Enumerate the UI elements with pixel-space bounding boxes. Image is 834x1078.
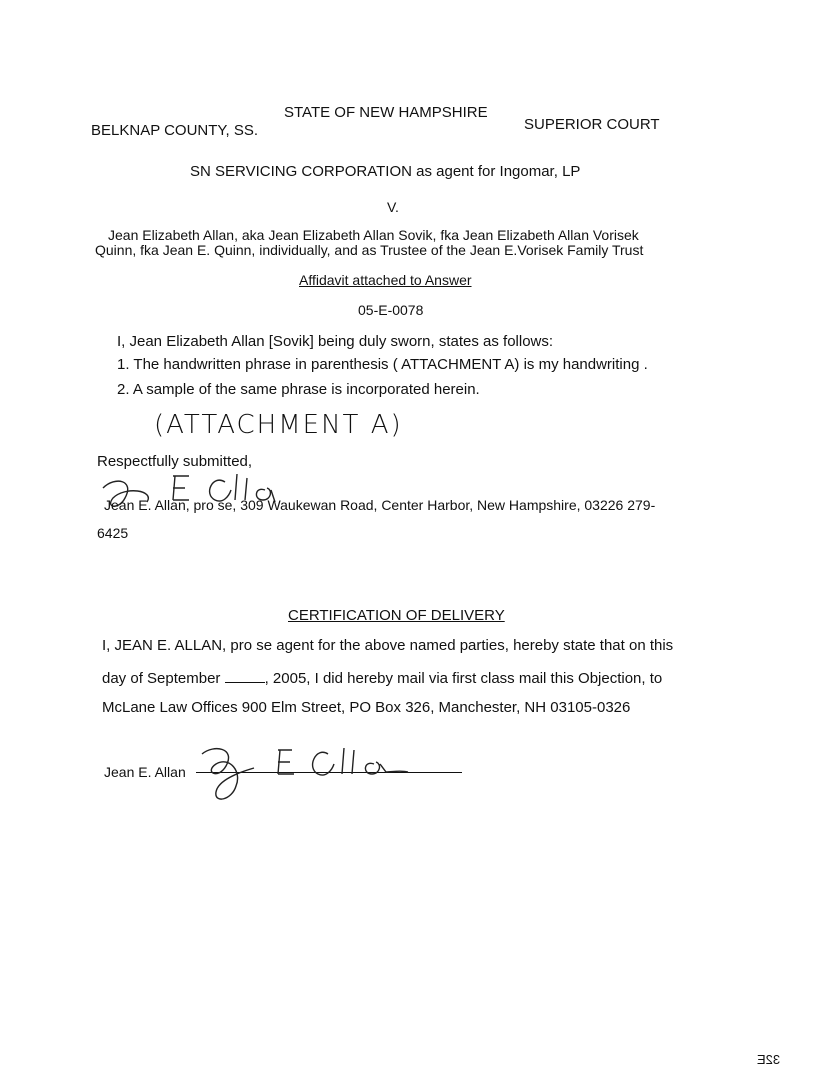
signer-address-line-cont: 6425 (97, 525, 129, 541)
document-title: Affidavit attached to Answer (299, 272, 472, 288)
state-heading: STATE OF NEW HAMPSHIRE (284, 104, 488, 121)
affidavit-intro: I, Jean Elizabeth Allan [Sovik] being duly sworn, states as follows: (117, 333, 554, 350)
versus-label: V. (387, 199, 399, 215)
county-heading: BELKNAP COUNTY, SS. (91, 122, 259, 139)
defendant-line-1: Jean Elizabeth Allan, aka Jean Elizabeth Allan Sovik, fka Jean Elizabeth Allan Vorisek (108, 227, 639, 243)
certification-line-3: McLane Law Offices 900 Elm Street, PO Box 326, Manchester, NH 03105-0326 (102, 699, 631, 716)
certification-line-2-a: day of September (102, 670, 221, 687)
handwritten-sample: (ATTACHMENT A) (154, 410, 403, 440)
certification-title: CERTIFICATION OF DELIVERY (288, 607, 505, 624)
court-heading: SUPERIOR COURT (524, 116, 660, 133)
signer-label: Jean E. Allan (104, 764, 186, 780)
certification-line-2-b: , 2005, I did hereby mail via first class mail this Objection, to (264, 670, 663, 687)
date-blank (225, 670, 265, 683)
respectfully-submitted: Respectfully submitted, (97, 453, 253, 470)
affidavit-item-2: 2. A sample of the same phrase is incorporated herein. (117, 381, 480, 398)
signer-address-line: Jean E. Allan, pro se, 309 Waukewan Road, Center Harbor, New Hampshire, 03226 279- (104, 497, 656, 513)
plaintiff-name: SN SERVICING CORPORATION as agent for Ingomar, LP (190, 163, 581, 180)
defendant-line-2: Quinn, fka Jean E. Quinn, individually, and as Trustee of the Jean E.Vorisek Family Trust (95, 242, 644, 258)
docket-number: 05-E-0078 (358, 302, 424, 318)
certification-line-1: I, JEAN E. ALLAN, pro se agent for the above named parties, hereby state that on this (102, 637, 674, 654)
certification-line-2 (102, 670, 662, 687)
page-mark: 32E (757, 1052, 781, 1067)
signature-mark-2 (196, 742, 416, 808)
affidavit-item-1: 1. The handwritten phrase in parenthesis ( ATTACHMENT A) is my handwriting . (117, 356, 648, 373)
